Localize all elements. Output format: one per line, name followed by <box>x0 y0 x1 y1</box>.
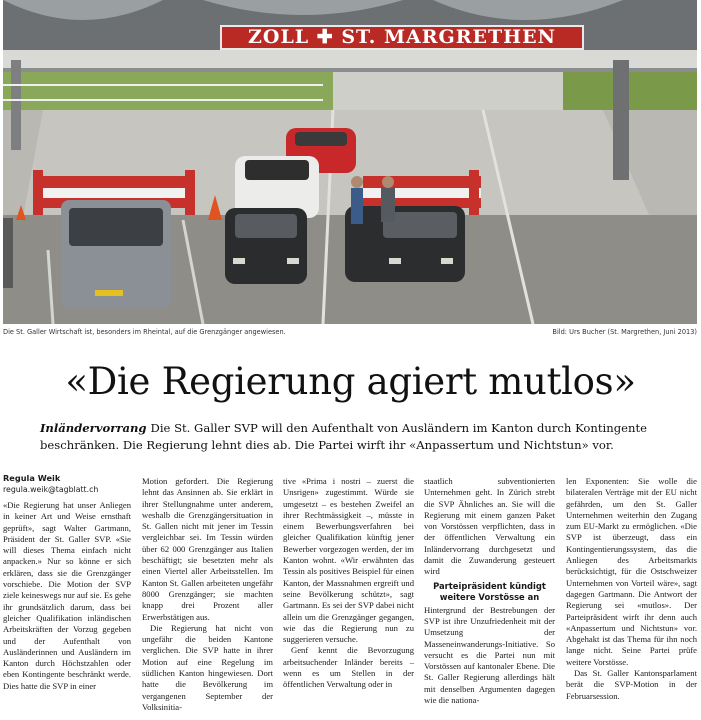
article-column-4 <box>424 476 555 706</box>
body-paragraph: len Exponenten: Sie wolle die bilateralen Verträge mit der EU nicht gefährden, um den St. Galler Unternehmen weiterhin den Zugang zum EU-Markt zu ermöglichen. «Die SVP ist überzeugt, dass ein Kontingentierungssystem, das die Anliegen des Arbeitsmarkts berücksichtigt, für die Ostschweizer Unternehmen von Vorteil wäre», sagt dagegen Gartmann. Die Antwort der Regierung sei «mutlos». Der Parteipräsident wirft ihr denn auch «Anpassertum und Nichtstun» vor. Abgehakt ist das Thema für ihn noch lange nicht. Seine Partei prüfe weitere Vorstösse. <box>566 476 697 667</box>
customs-sign: ZOLL ✚ ST. MARGRETHEN <box>220 25 584 50</box>
lead-kicker: Inländervorrang <box>40 421 147 435</box>
body-paragraph: staatlich subventionierten Unternehmen geht. In Zürich strebt die SVP Ähnliches an. Sie will die Regierung mit einem ganzen Paket von Vorstössen verpflichten, dass in der öffentlichen Verwaltung ein Inländervorrang durchgesetzt und damit die Zuwanderung gesteuert wird <box>424 476 555 577</box>
body-paragraph: Genf kennt die Bevorzugung arbeitsuchender Inländer bereits – wenn es um Stellen in der öffentlichen Verwaltung oder in <box>283 645 414 690</box>
body-paragraph: Das St. Galler Kantonsparlament berät die SVP-Motion in der Februarsession. <box>566 668 697 701</box>
article-column-5 <box>566 476 697 702</box>
author-name: Regula Weik <box>3 473 61 483</box>
body-paragraph: Motion gefordert. Die Regierung lehnt das Ansinnen ab. Sie erklärt in ihrer Stellungnahme unter anderem, weshalb die Grenzgängersituation in St. Gallen nicht mit jener im Tessin vergleichbar sei. Im Tessin würden über 62 000 Grenzgänger aus Italien beschäftigt; sie besetzten mehr als einen Viertel aller Arbeitsstellen. Im Kanton St. Gallen arbeiteten ungefähr 8000 Grenzgänger; sie machten knapp drei Prozent aller Erwerbstätigen aus. <box>142 476 273 622</box>
photo-credit: Bild: Urs Bucher (St. Margrethen, Juni 2013) <box>552 328 697 336</box>
article-column-3 <box>283 476 414 691</box>
photo-caption: Die St. Galler Wirtschaft ist, besonders im Rheintal, auf die Grenzgänger angewiesen. <box>3 328 286 336</box>
body-paragraph: Hintergrund der Bestrebungen der SVP ist ihre Unzufriedenheit mit der Umsetzung der Masseneinwanderungs-Initiative. So versucht es die Partei nun mit Vorstössen auf kantonaler Ebene. Die St. Galler Regierung allerdings hält mit denselben Argumenten dagegen wie die nationa- <box>424 604 555 706</box>
body-paragraph: Die Regierung hat nicht von ungefähr die beiden Kantone verglichen. Die SVP hatte in ihrer Motion auf eine Regelung im südlichen Kanton hingewiesen. Dort hatte die Bevölkerung im vergangenen September der Volksinitia- <box>142 622 273 712</box>
lead-paragraph <box>40 420 662 454</box>
subheading: Parteipräsident kündigt weitere Vorstösse an <box>433 580 546 602</box>
body-paragraph: tive «Prima i nostri – zuerst die Unsrigen» zugestimmt. Würde sie umgesetzt – es bestehen Zweifel an ihrer Rechtmässigkeit –, müsste in einem Bewerbungsverfahren bei gleicher Qualifikation künftig jener Bewerber vorgezogen werden, der im Kanton wohnt. «Wir erwähnten das Tessin als positives Beispiel für einen Kanton, der Massnahmen ergreift und seine Bevölkerung schützt», sagt Gartmann. Es sei der SVP dabei nicht allein um die Grenzgänger gegangen, wie das die Regierung nun zu suggerieren versuche. <box>283 476 414 645</box>
article-column-2 <box>142 476 273 713</box>
headline: «Die Regierung agiert mutlos» <box>65 360 636 403</box>
article-column-1 <box>3 473 131 692</box>
author-email: regula.weik@tagblatt.ch <box>3 485 99 494</box>
border-crossing-photo <box>3 0 697 324</box>
lead-text: Die St. Galler SVP will den Aufenthalt von Ausländern im Kanton durch Kontingente beschränken. Die Regierung lehnt dies ab. Die Partei wirft ihr «Anpassertum und Nichtstun» vor. <box>40 421 647 452</box>
body-paragraph: «Die Regierung hat unser Anliegen in keiner Art und Weise ernsthaft geprüft», sagt Walter Gartmann, Präsident der St. Galler SVP. «Sie will dieses Thema einfach nicht anpacken.» Nur so könne er sich erklären, dass sie die Grenzgänger vorschiebe. Die Motion der SVP ziele keineswegs nur auf sie. Es gehe ihr grundsätzlich darum, dass bei gleicher Qualifikation inländischen Arbeitskräften der Vorzug gegeben und der Aufenthalt von Ausländerinnen und Ausländern im Kanton durch Höchstzahlen oder eben Kontingente beschränkt werde. Dies hatte die SVP in einer <box>3 500 131 691</box>
